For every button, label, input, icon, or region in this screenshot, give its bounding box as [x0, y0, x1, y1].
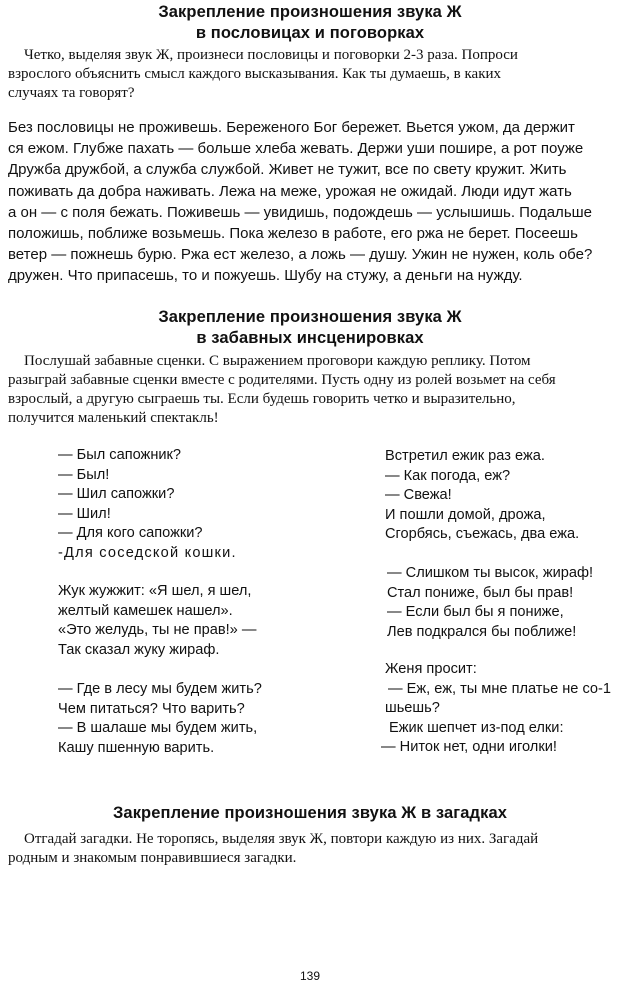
- text-line: получится маленький спектакль!: [8, 410, 219, 426]
- text-line: ся ежом. Глубже пахать — больше хлеба жевать. Держи уши пошире, а рот поуже: [8, 140, 584, 158]
- page-number: 139: [299, 969, 321, 983]
- poem-line: -Для соседской кошки.: [58, 544, 237, 561]
- poem-line: желтый камешек нашел».: [58, 602, 233, 619]
- text-line: Послушай забавные сценки. С выражением проговори каждую реплику. Потом: [24, 353, 531, 369]
- proverbs-instructions: [8, 46, 610, 103]
- poem-line: шьешь?: [385, 700, 440, 717]
- poem-line: — Слишком ты высок, жираф!: [387, 565, 594, 581]
- poem-line: — Еж, еж, ты мне платье не со-1: [388, 680, 612, 697]
- text-line: разыграй забавные сценки вместе с родителями. Пусть одну из ролей возьмет на себя: [8, 372, 556, 388]
- poem-line: Чем питаться? Что варить?: [58, 700, 245, 717]
- poem-zhenya: [381, 660, 612, 758]
- text-line: поживать да добра наживать. Лежа на меже, урожая не ожидай. Люди идут жать: [8, 182, 572, 200]
- title-line: Закрепление произношения звука Ж в загадках: [112, 804, 507, 822]
- poem-line: Сгорбясь, съежась, два ежа.: [385, 526, 580, 543]
- poem-line: «Это желудь, ты не прав!» —: [58, 622, 257, 639]
- poem-line: — Был!: [58, 466, 110, 483]
- poem-line: Кашу пшенную варить.: [58, 739, 215, 756]
- poem-line: — Как погода, еж?: [385, 467, 511, 484]
- poem-line: Встретил ежик раз ежа.: [385, 448, 545, 464]
- poem-line: — Был сапожник?: [58, 447, 182, 463]
- poem-line: — Для кого сапожки?: [58, 525, 203, 542]
- poem-hedgehogs: [385, 447, 579, 545]
- text-line: положишь, поближе возьмешь. Пока железо в работе, его ржа не берет. Посеешь: [8, 225, 578, 243]
- text-line: случаях та говорят?: [8, 85, 135, 101]
- text-line: а он — с поля бежать. Поживешь — увидишь, подождешь — услышишь. Подальше: [8, 203, 593, 221]
- text-line: взрослого объяснить смысл каждого высказывания. Как ты думаешь, в каких: [8, 66, 502, 82]
- poem-line: — Шил сапожки?: [58, 486, 175, 503]
- poem-line: — Где в лесу мы будем жить?: [58, 681, 262, 697]
- poem-line: Женя просит:: [385, 661, 477, 677]
- proverbs-text: [8, 117, 612, 287]
- text-line: ветер — пожнешь бурю. Ржа ест железо, а ложь — душу. Ужин не нужен, коль обе?: [8, 246, 593, 264]
- poem-shoemaker: [58, 446, 237, 564]
- poem-beetle: [58, 582, 256, 660]
- poem-line: — Если был бы я пониже,: [387, 604, 564, 621]
- section-title-riddles: [0, 803, 620, 824]
- text-line: родным и знакомым понравившиеся загадки.: [8, 850, 297, 866]
- poem-line: — Ниток нет, одни иголки!: [381, 739, 557, 756]
- text-line: Без пословицы не проживешь. Береженого Бог бережет. Вьется ужом, да держит: [8, 119, 575, 136]
- text-line: Четко, выделяя звук Ж, произнеси пословицы и поговорки 2-3 раза. Попроси: [24, 47, 518, 63]
- poem-line: — В шалаше мы будем жить,: [58, 720, 258, 737]
- text-line: дружен. Что припасешь, то и пожуешь. Шубу на стужу, а деньги на нужду.: [8, 267, 523, 285]
- poem-giraffe: [387, 564, 593, 642]
- title-line: Закрепление произношения звука Ж: [158, 308, 462, 326]
- poem-line: — Шил!: [58, 505, 111, 522]
- section-title-skits: [0, 307, 620, 349]
- poem-line: Ежик шепчет из-под елки:: [389, 719, 564, 736]
- poem-line: Стал пониже, был бы прав!: [387, 584, 574, 601]
- skits-instructions: [8, 352, 610, 428]
- poem-line: — Свежа!: [385, 487, 452, 504]
- poem-forest: [58, 680, 262, 758]
- riddles-instructions: [8, 830, 610, 868]
- poem-line: Жук жужжит: «Я шел, я шел,: [58, 583, 252, 599]
- text-line: Отгадай загадки. Не торопясь, выделяя звук Ж, повтори каждую из них. Загадай: [24, 831, 539, 847]
- poem-line: Так сказал жуку жираф.: [58, 641, 220, 658]
- title-line: Закрепление произношения звука Ж: [158, 3, 462, 21]
- poem-line: И пошли домой, дрожа,: [385, 506, 546, 523]
- text-line: взрослый, а другую сыграешь ты. Если будешь говорить четко и выразительно,: [8, 391, 516, 407]
- text-line: Дружба дружбой, а служба службой. Живет не тужит, все по свету кружит. Жить: [8, 161, 567, 179]
- title-line: в пословицах и поговорках: [195, 24, 425, 42]
- title-line: в забавных инсценировках: [196, 329, 424, 347]
- section-title-proverbs: [0, 2, 620, 44]
- poem-line: Лев подкрался бы поближе!: [387, 623, 577, 640]
